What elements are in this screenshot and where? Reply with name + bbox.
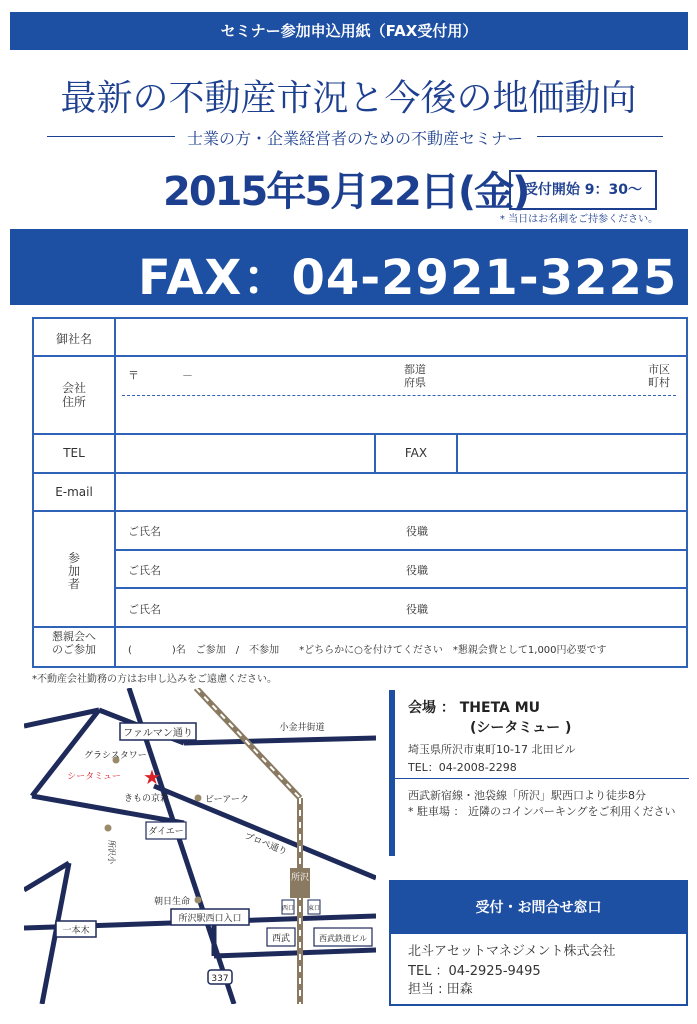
venue-star-icon: ★ xyxy=(143,765,161,789)
contact-title: 受付・お問合せ窓口 xyxy=(391,882,686,934)
restriction-note: *不動産会社勤務の方はお申し込みをご遠慮ください。 xyxy=(32,674,277,685)
party-attendance-text: ( )名 ご参加 / 不参加 *どちらかに○を付けてください *懇親会費として1,000円必要です xyxy=(128,645,607,656)
venue-title: 会場 ： THETA MU xyxy=(408,700,541,716)
route-number: 337 xyxy=(211,974,229,984)
fax-number: FAX：04-2921-3225 xyxy=(138,250,678,306)
participant-name-label: ご氏名 xyxy=(128,603,161,616)
venue-accent-bar xyxy=(389,690,395,856)
landmark-label: 西武鉄道ビル xyxy=(319,934,367,943)
landmark-label: 朝日生命 xyxy=(154,897,191,907)
postal-dash: － xyxy=(182,369,193,382)
application-form xyxy=(32,317,688,668)
landmark-label: 所沢小 xyxy=(107,840,116,864)
landmark-label: 西武 xyxy=(271,934,291,944)
email-field[interactable] xyxy=(116,474,686,510)
landmark-label: きもの京彩 xyxy=(124,794,170,804)
contact-company: 北斗アセットマネジメント株式会社 xyxy=(408,944,616,959)
company-name-field[interactable] xyxy=(116,319,686,355)
address-label: 会社 住所 xyxy=(61,381,86,409)
prefecture-label: 都道 府県 xyxy=(404,363,426,389)
map-road-label: 一本木 xyxy=(62,926,90,936)
contact-tel: TEL ：04-2925-9495 xyxy=(408,964,541,979)
participant-name-label: ご氏名 xyxy=(128,564,161,577)
company-name-label: 御社名 xyxy=(55,332,92,346)
venue-address: 埼玉県所沢市東町10-17 北田ビル xyxy=(408,743,576,756)
landmark-label: ビーアーク xyxy=(205,795,249,805)
landmark-dot xyxy=(195,897,202,904)
fax-banner xyxy=(10,229,688,305)
station-exit-label: 東口 xyxy=(307,905,321,912)
venue-parking: * 駐車場 ： 近隣のコインパーキングをご利用ください xyxy=(408,805,676,818)
participant-name-label: ご氏名 xyxy=(128,525,161,538)
access-map xyxy=(24,688,376,1004)
map-road-label: 小金井街道 xyxy=(279,723,325,733)
address-field[interactable] xyxy=(116,357,686,433)
venue-marker-label: シータミュー xyxy=(67,772,121,782)
subtitle-row xyxy=(47,126,663,148)
venue-name-kana: (シータミュー ) xyxy=(470,720,572,736)
city-label: 市区 町村 xyxy=(648,363,670,389)
seminar-title: 最新の不動産市況と今後の地価動向 xyxy=(60,78,637,119)
map-road-label: 所沢駅西口入口 xyxy=(178,914,242,924)
reception-note: * 当日はお名刺をご持参ください。 xyxy=(499,214,659,225)
participants-label: 参 加 者 xyxy=(67,551,80,591)
fax-field[interactable] xyxy=(458,435,686,472)
contact-box xyxy=(389,880,688,1006)
venue-divider xyxy=(395,778,689,779)
postal-mark: 〒 xyxy=(128,369,139,382)
party-label: 懇親会へ のご参加 xyxy=(52,630,96,656)
station-label: 所沢 xyxy=(290,873,310,883)
map-road-label: プロペ通り xyxy=(242,831,289,858)
participant-position-label: 役職 xyxy=(406,564,428,577)
landmark-label: ダイエー xyxy=(148,827,184,837)
tel-field[interactable] xyxy=(116,435,374,472)
seminar-subtitle: 士業の方・企業経営者のための不動産セミナー xyxy=(186,129,523,148)
map-road-label: ファルマン通り xyxy=(123,728,193,739)
subtitle-line-right xyxy=(537,136,663,137)
station-exit-label: 西口 xyxy=(281,905,295,912)
fax-label: FAX xyxy=(404,446,428,460)
landmark-dot xyxy=(195,795,202,802)
reception-time-badge: 受付開始 9：30～ xyxy=(509,170,657,210)
landmark-label: グラシスタワー xyxy=(84,751,147,761)
contact-person: 担当 : 田森 xyxy=(408,982,473,997)
landmark-dot xyxy=(105,825,112,832)
venue-tel: TEL：04-2008-2298 xyxy=(408,761,517,774)
tel-label: TEL xyxy=(63,446,85,460)
form-row-divider xyxy=(114,549,686,551)
participant-position-label: 役職 xyxy=(406,525,428,538)
email-label: E-mail xyxy=(55,485,93,499)
event-date: 2015年5月22日(金) xyxy=(163,169,529,215)
form-row-divider xyxy=(114,587,686,589)
form-row-divider xyxy=(34,626,686,628)
participant-position-label: 役職 xyxy=(406,603,428,616)
form-row-divider xyxy=(34,510,686,512)
venue-access: 西武新宿線・池袋線「所沢」駅西口より徒歩8分 xyxy=(408,789,646,802)
header-banner: セミナー参加申込用紙（FAX受付用） xyxy=(10,12,688,50)
